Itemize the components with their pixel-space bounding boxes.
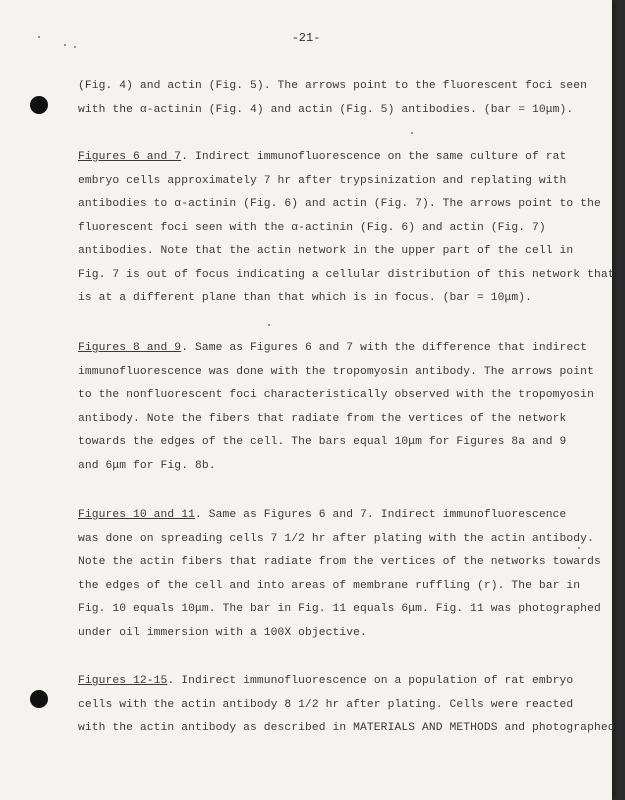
text-line: antibodies to α-actinin (Fig. 6) and actin (Fig. 7). The arrows point to the (78, 198, 601, 210)
text-line: Fig. 10 equals 10μm. The bar in Fig. 11 equals 6μm. Fig. 11 was photographed (78, 603, 601, 615)
binder-hole-bottom (30, 690, 48, 708)
binder-hole-top (30, 96, 48, 114)
text-line: immunofluorescence was done with the tropomyosin antibody. The arrows point (78, 365, 594, 378)
text-line: cells with the actin antibody 8 1/2 hr after plating. Cells were reacted (78, 698, 574, 711)
text-line: fluorescent foci seen with the α-actinin (Fig. 6) and actin (Fig. 7) (78, 221, 546, 234)
text-line: antibody. Note the fibers that radiate from the vertices of the network (78, 412, 567, 425)
text-line: Figures 8 and 9. Same as Figures 6 and 7 with the difference that indirect (78, 342, 588, 354)
text-line: antibodies. Note that the actin network in the upper part of the cell in (78, 245, 574, 257)
paper-speck (411, 132, 413, 134)
text-line: and 6μm for Fig. 8b. (78, 459, 216, 472)
paragraph-figures-10-11 (78, 504, 601, 645)
caption-heading: Figures 8 and 9 (78, 342, 182, 354)
text-line: Note the actin fibers that radiate from the vertices of the networks towards (78, 556, 601, 568)
text-line: is at a different plane than that which is in focus. (bar = 10μm). (78, 292, 533, 304)
caption-heading: Figures 12-15 (78, 675, 168, 687)
paper-speck (268, 324, 270, 326)
paragraph-figs-4-5-continued (78, 75, 588, 122)
caption-heading: Figures 10 and 11 (78, 509, 195, 521)
text-line: with the α-actinin (Fig. 4) and actin (Fig. 5) antibodies. (bar = 10μm). (78, 103, 574, 116)
caption-heading: Figures 6 and 7 (78, 151, 182, 163)
text-line: Figures 6 and 7. Indirect immunofluorescence on the same culture of rat (78, 151, 567, 163)
text-line: to the nonfluorescent foci characteristically observed with the tropomyosin (78, 389, 594, 401)
page-number: -21- (291, 31, 321, 45)
text-line: the edges of the cell and into areas of membrane ruffling (r). The bar in (78, 579, 581, 592)
paragraph-figures-8-9 (78, 337, 594, 478)
text-line: (Fig. 4) and actin (Fig. 5). The arrows point to the fluorescent foci seen (78, 80, 588, 92)
text-line: under oil immersion with a 100X objective. (78, 626, 367, 639)
paper-speck (578, 547, 580, 549)
text-line: with the actin antibody as described in MATERIALS AND METHODS and photographed (78, 722, 615, 734)
paper-speck (74, 46, 76, 48)
paragraph-figures-12-15 (78, 670, 615, 741)
text-line: towards the edges of the cell. The bars equal 10μm for Figures 8a and 9 (78, 436, 567, 448)
text-line: Fig. 7 is out of focus indicating a cellular distribution of this network that (78, 268, 615, 281)
paragraph-figures-6-7 (78, 146, 615, 311)
text-line: embryo cells approximately 7 hr after trypsinization and replating with (78, 174, 567, 187)
text-line: was done on spreading cells 7 1/2 hr after plating with the actin antibody. (78, 532, 594, 545)
text-line: Figures 10 and 11. Same as Figures 6 and 7. Indirect immunofluorescence (78, 509, 567, 521)
text-line: Figures 12-15. Indirect immunofluorescence on a population of rat embryo (78, 675, 574, 687)
